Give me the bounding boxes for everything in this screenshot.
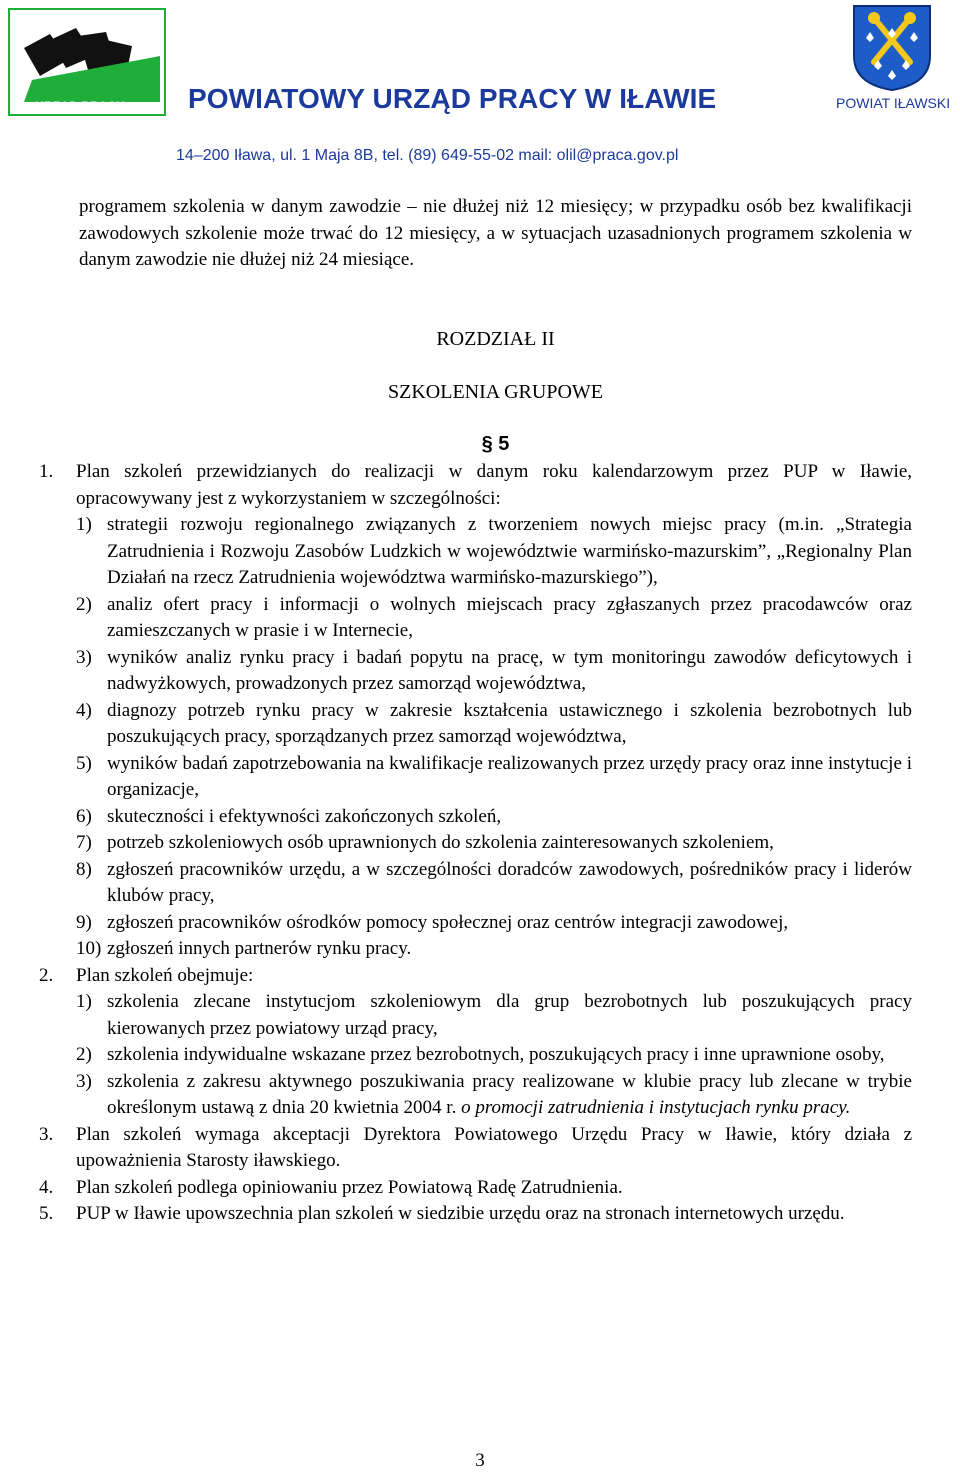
office-title: POWIATOWY URZĄD PRACY W IŁAWIE [188,83,717,114]
list-item: 1) strategii rozwoju regionalnego związanych z tworzeniem nowych miejsc pracy (m.in. „Strategia Zatrudnienia i Rozwoju Zasobów Ludzkich w województwie warmińsko-mazurskim”, „Regionalny Plan Działań na rzecz Zatrudnienia województwa warmińsko-mazurskiego”), [76,514,912,588]
document-body [39,194,912,1224]
list-item: 1) szkolenia zlecane instytucjom szkoleniowym dla grup bezrobotnych lub poszukujących pracy kierowanych przez powiatowy urząd pracy, [76,991,912,1039]
point-1-sublist [39,512,912,963]
urzad-pracy-logo [8,8,166,116]
list-item: 7) potrzeb szkoleniowych osób uprawnionych do szkolenia zainteresowanych szkoleniem, [76,832,774,853]
letterhead [0,0,960,170]
county-label: POWIAT IŁAWSKI [836,95,951,111]
page-number: 3 [475,1450,485,1471]
point-text: Plan szkoleń przewidzianych do realizacji w danym roku kalendarzowym przez PUP w Iławie, opracowywany jest z wykorzystaniem w szczególności: [76,461,912,509]
point-text: Plan szkoleń obejmuje: [76,964,254,986]
list-item: 2) szkolenia indywidualne wskazane przez bezrobotnych, poszukujących pracy i inne uprawnione osoby, [76,1044,885,1065]
paragraph-mark: § 5 [481,433,510,455]
chapter-title: ROZDZIAŁ II [436,328,555,350]
list-item: 2) analiz ofert pracy i informacji o wolnych miejscach pracy zgłaszanych przez pracodawców oraz zamieszczanych w prasie i w Internecie, [76,593,912,641]
act-title-italic: o promocji zatrudnienia i instytucjach rynku pracy. [461,1097,851,1118]
point-number: 2. [39,964,54,986]
list-item: 5) wyników badań zapotrzebowania na kwalifikacje realizowanych przez urzędy pracy oraz inne instytucje i organizacje, [76,752,912,800]
chapter-subtitle: SZKOLENIA GRUPOWE [388,381,603,403]
point-3: 3. Plan szkoleń wymaga akceptacji Dyrektora Powiatowego Urzędu Pracy w Iławie, który działa z upoważnienia Starosty iławskiego. [39,1123,912,1171]
point-5: 5. PUP w Iławie upowszechnia plan szkoleń w siedzibie urzędu oraz na stronach internetowych urzędu. [39,1203,845,1224]
intro-paragraph: programem szkolenia w danym zawodzie – nie dłużej niż 12 miesięcy; w przypadku osób bez kwalifikacji zawodowych szkolenie może trwać do 12 miesięcy, a w sytuacjach uzasadnionych programem szkolenia w danym zawodzie nie dłużej niż 24 miesiące. [79,196,912,270]
list-item: 9) zgłoszeń pracowników ośrodków pomocy społecznej oraz centrów integracji zawodowej, [76,911,789,933]
list-item: 10) zgłoszeń innych partnerów rynku pracy. [76,938,412,959]
coat-of-arms-icon [852,4,932,92]
list-item: 8) zgłoszeń pracowników urzędu, a w szczególności doradców zawodowych, pośredników pracy i liderów klubów pracy, [76,858,912,906]
point-number: 1. [39,461,54,482]
point-4: 4. Plan szkoleń podlega opiniowaniu przez Powiatową Radę Zatrudnienia. [39,1176,623,1198]
list-item: 3) szkolenia z zakresu aktywnego poszukiwania pracy realizowane w klubie pracy lub zlecane w trybie określonym ustawą z dnia 20 kwietnia 2004 r. o promocji zatrudnienia i instytucjach rynku pracy. [76,1070,912,1118]
point-2-sublist [39,989,912,1122]
list-item [39,459,912,512]
point-2 [39,963,912,990]
point-1 [39,459,912,1228]
logo-text: URZĄD PRACY [35,99,125,113]
list-item: 4) diagnozy potrzeb rynku pracy w zakresie kształcenia ustawicznego i szkolenia bezrobotnych lub poszukujących pracy, sporządzanych przez samorząd województwa, [76,699,912,747]
list-item: 6) skuteczności i efektywności zakończonych szkoleń, [76,805,502,827]
office-address: 14–200 Iława, ul. 1 Maja 8B, tel. (89) 649-55-02 mail: olil@praca.gov.pl [176,147,679,164]
list-item: 3) wyników analiz rynku pracy i badań popytu na pracę, w tym monitoringu zawodów deficytowych i nadwyżkowych, prowadzonych przez samorząd województwa, [76,646,912,694]
